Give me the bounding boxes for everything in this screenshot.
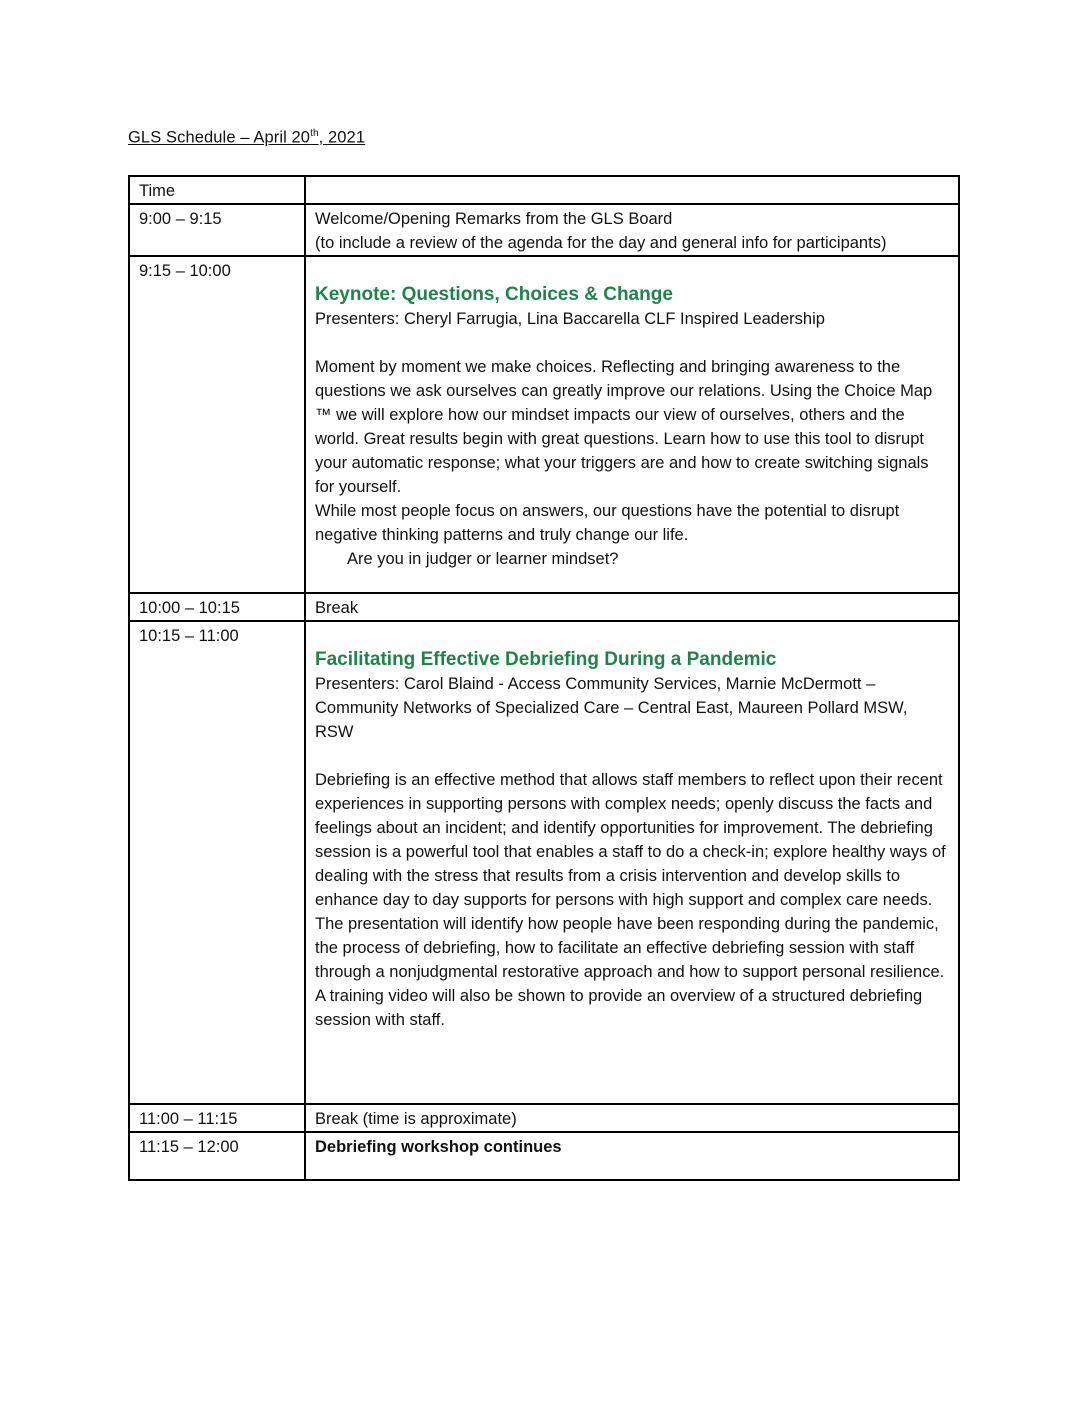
table-row (129, 204, 959, 256)
session-description: Moment by moment we make choices. Reflecting and bringing awareness to the questions we ask ourselves can greatly improve our relations. Using the Choice Map ™ we will explore how our mindset impacts our view of ourselves, others and the world. Great results begin with great questions. Learn how to use this tool to disrupt your automatic response; what your triggers are and how to create switching signals for yourself. (315, 358, 933, 496)
table-row (129, 593, 959, 621)
content-cell: Break (time is approximate) (305, 1104, 959, 1132)
session-presenters: Presenters: Carol Blaind - Access Community Services, Marnie McDermott – Community Networks of Specialized Care – Central East, Maureen Pollard MSW, RSW (315, 675, 908, 741)
time-cell: 9:00 – 9:15 (129, 204, 305, 256)
session-title: Keynote: Questions, Choices & Change (315, 284, 673, 305)
content-cell (305, 204, 959, 256)
title-year: , 2021 (318, 128, 366, 147)
time-cell: 10:15 – 11:00 (129, 621, 305, 1104)
session-presenters: Presenters: Cheryl Farrugia, Lina Baccarella CLF Inspired Leadership (315, 310, 825, 328)
header-time-cell: Time (129, 176, 305, 204)
session-question: Are you in judger or learner mindset? (347, 550, 619, 568)
title-superscript: th (310, 128, 319, 139)
table-row (129, 256, 959, 593)
header-content-cell (305, 176, 959, 204)
document-title (128, 128, 365, 148)
schedule-table (128, 175, 960, 1181)
session-title: Facilitating Effective Debriefing During a Pandemic (315, 649, 777, 670)
session-description-2: While most people focus on answers, our questions have the potential to disrupt negative thinking patterns and truly change our life. (315, 502, 900, 544)
welcome-note: (to include a review of the agenda for the day and general info for participants) (315, 234, 887, 252)
content-cell (305, 256, 959, 593)
table-header-row (129, 176, 959, 204)
time-cell: 11:00 – 11:15 (129, 1104, 305, 1132)
content-cell: Break (305, 593, 959, 621)
welcome-line: Welcome/Opening Remarks from the GLS Board (315, 210, 673, 228)
content-cell (305, 621, 959, 1104)
time-cell: 11:15 – 12:00 (129, 1132, 305, 1180)
time-cell: 10:00 – 10:15 (129, 593, 305, 621)
table-row (129, 1104, 959, 1132)
title-main: GLS Schedule – April 20 (128, 128, 311, 147)
session-description: Debriefing is an effective method that allows staff members to reflect upon their recent experiences in supporting persons with complex needs; openly discuss the facts and feelings about an incident; and identify opportunities for improvement. The debriefing session is a powerful tool that enables a staff to do a check-in; explore healthy ways of dealing with the stress that results from a crisis intervention and develop skills to enhance day to day supports for persons with high support and complex care needs. The presentation will identify how people have been responding during the pandemic, the process of debriefing, how to facilitate an effective debriefing session with staff through a nonjudgmental restorative approach and how to support personal resilience. A training video will also be shown to provide an overview of a structured debriefing session with staff. (315, 771, 946, 1029)
table-row (129, 1132, 959, 1180)
content-cell: Debriefing workshop continues (305, 1132, 959, 1180)
time-cell: 9:15 – 10:00 (129, 256, 305, 593)
table-row (129, 621, 959, 1104)
